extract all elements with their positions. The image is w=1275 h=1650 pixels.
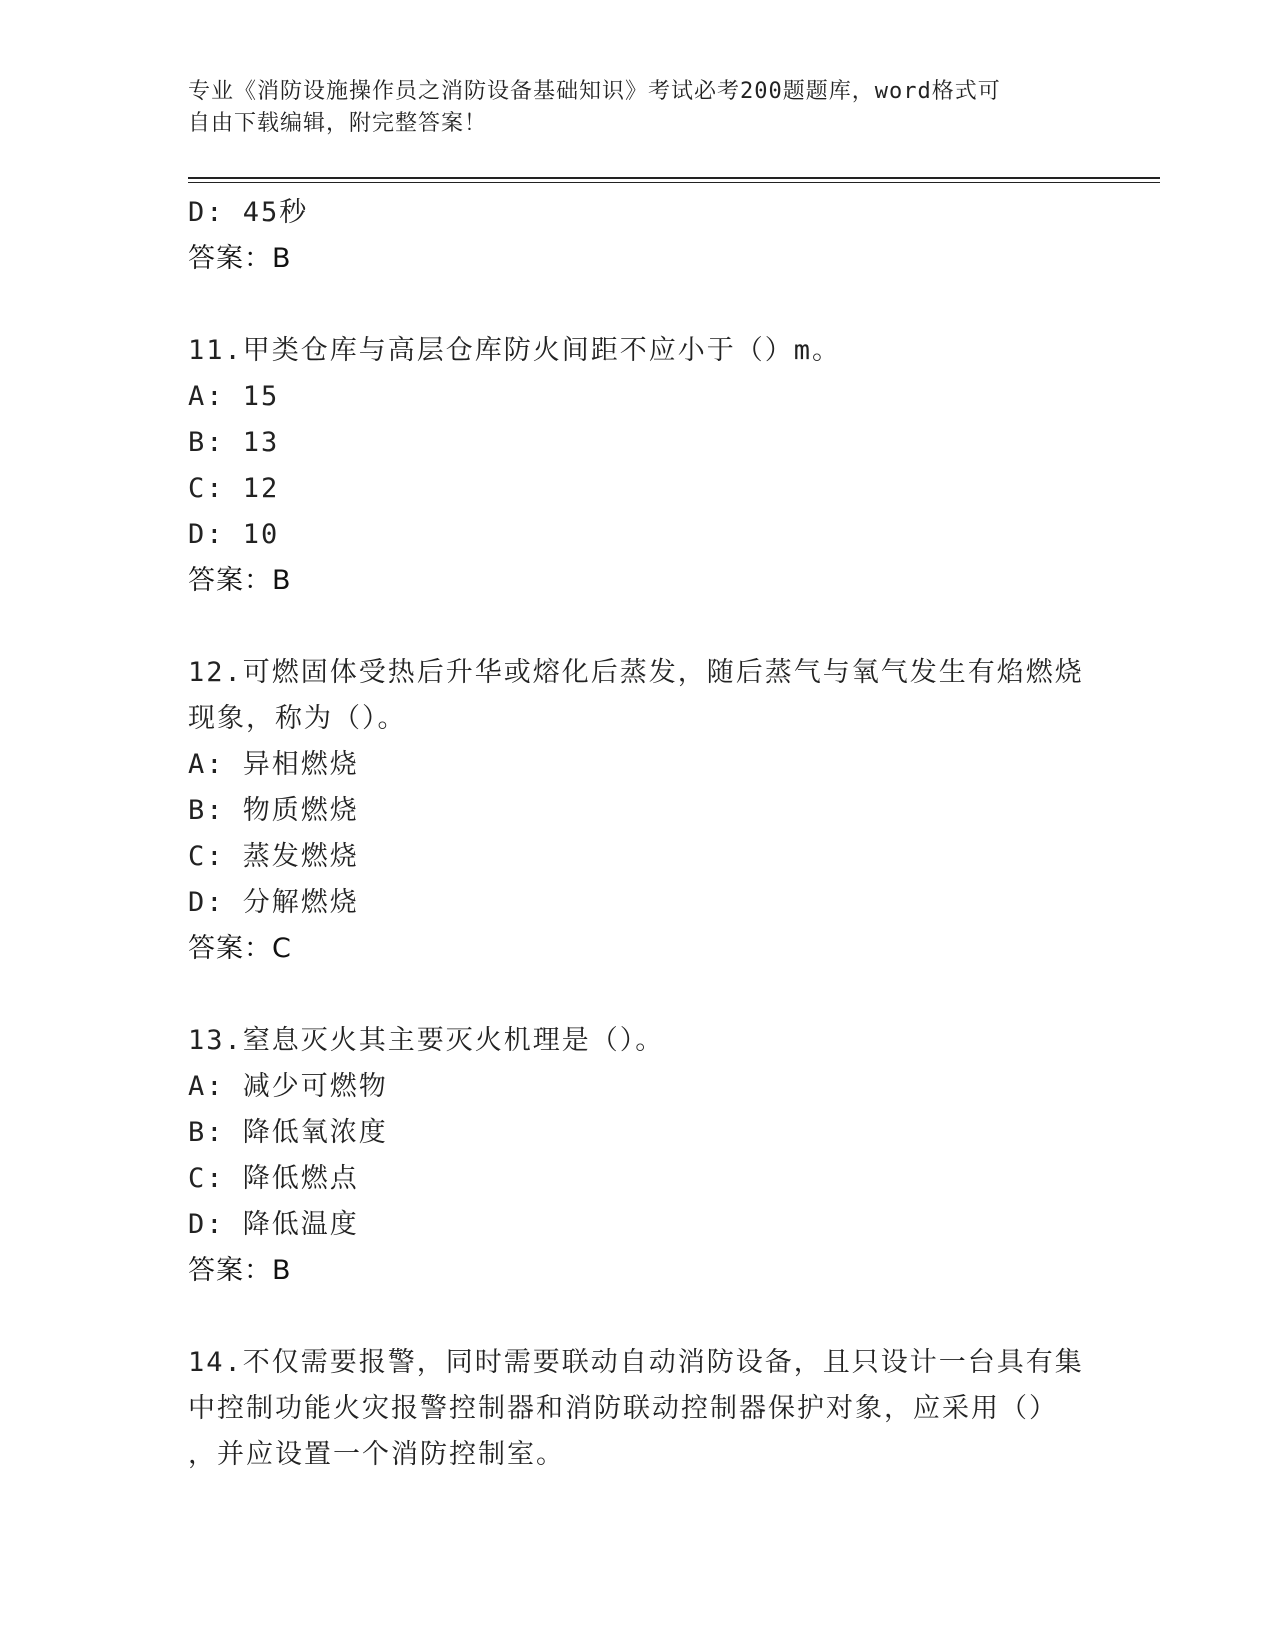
header-rule-thick	[188, 177, 1160, 179]
option-b: B: 物质燃烧	[188, 795, 359, 826]
option-b: B: 降低氧浓度	[188, 1117, 388, 1148]
question-stem-line-2: 中控制功能火灾报警控制器和消防联动控制器保护对象，应采用（）	[188, 1393, 1058, 1424]
question-content	[188, 190, 1088, 1478]
header-rule-thin	[188, 182, 1160, 183]
option-c: C: 12	[188, 473, 280, 504]
spacer	[188, 604, 1088, 650]
question-stem: 13.窒息灭火其主要灭火机理是（）。	[188, 1025, 665, 1056]
header-line-1: 专业《消防设施操作员之消防设备基础知识》考试必考200题题库，word格式可	[188, 79, 1001, 104]
option-c: C: 蒸发燃烧	[188, 841, 359, 872]
question-12	[188, 650, 1088, 972]
spacer	[188, 972, 1088, 1018]
question-13	[188, 1018, 1088, 1294]
spacer	[188, 282, 1088, 328]
answer-label: 答案：B	[188, 1255, 292, 1286]
question-11	[188, 328, 1088, 604]
document-header	[188, 76, 1088, 140]
option-d: D: 10	[188, 519, 280, 550]
option-a: A: 15	[188, 381, 280, 412]
question-14	[188, 1340, 1088, 1478]
question-stem: 11.甲类仓库与高层仓库防火间距不应小于（）m。	[188, 335, 842, 366]
answer-label: 答案：B	[188, 243, 292, 274]
answer-label: 答案：C	[188, 933, 292, 964]
header-line-2: 自由下载编辑，附完整答案！	[188, 111, 488, 136]
option-d: D: 降低温度	[188, 1209, 359, 1240]
option-a: A: 异相燃烧	[188, 749, 359, 780]
spacer	[188, 1294, 1088, 1340]
question-stem-line-1: 12.可燃固体受热后升华或熔化后蒸发，随后蒸气与氧气发生有焰燃烧	[188, 657, 1084, 688]
answer-label: 答案：B	[188, 565, 292, 596]
option-c: C: 降低燃点	[188, 1163, 359, 1194]
option-b: B: 13	[188, 427, 280, 458]
previous-question-tail	[188, 190, 1088, 282]
question-stem-line-2: 现象，称为（）。	[188, 703, 407, 734]
option-d: D: 分解燃烧	[188, 887, 359, 918]
option-a: A: 减少可燃物	[188, 1071, 388, 1102]
option-d: D: 45秒	[188, 197, 309, 228]
question-stem-line-1: 14.不仅需要报警，同时需要联动自动消防设备，且只设计一台具有集	[188, 1347, 1084, 1378]
question-stem-line-3: ，并应设置一个消防控制室。	[188, 1439, 565, 1470]
